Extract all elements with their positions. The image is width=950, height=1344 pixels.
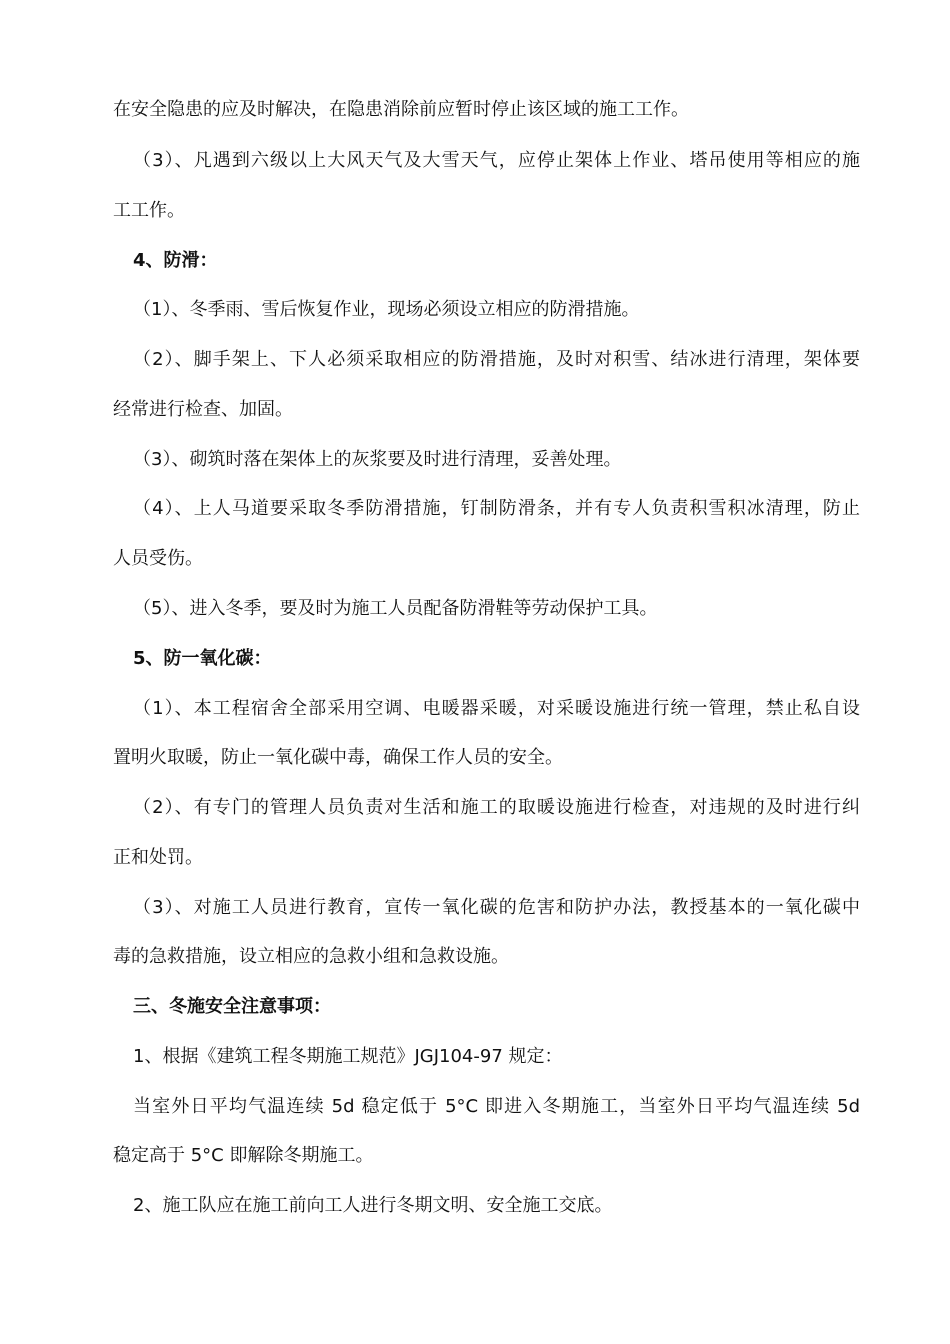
paragraph-line: （2）、有专门的管理人员负责对生活和施工的取暖设施进行检查，对违规的及时进行纠: [133, 797, 860, 818]
paragraph-line: 毒的急救措施，设立相应的急救小组和急救设施。: [113, 946, 509, 967]
paragraph-line: （2）、脚手架上、下人必须采取相应的防滑措施，及时对积雪、结冰进行清理，架体要: [133, 349, 860, 370]
paragraph-line: （1）、冬季雨、雪后恢复作业，现场必须设立相应的防滑措施。: [133, 299, 640, 320]
paragraph-line: 人员受伤。: [113, 548, 203, 569]
paragraph-line: （1）、本工程宿舍全部采用空调、电暖器采暖，对采暖设施进行统一管理，禁止私自设: [133, 698, 860, 719]
paragraph-line: （4）、上人马道要采取冬季防滑措施，钉制防滑条，并有专人负责积雪积冰清理，防止: [133, 498, 860, 519]
paragraph-line: 在安全隐患的应及时解决，在隐患消除前应暂时停止该区域的施工工作。: [113, 99, 689, 120]
paragraph-line: 当室外日平均气温连续 5d 稳定低于 5°C 即进入冬期施工，当室外日平均气温连续 5d: [133, 1096, 860, 1117]
paragraph-line: 2、施工队应在施工前向工人进行冬期文明、安全施工交底。: [133, 1195, 613, 1216]
section-heading: 三、冬施安全注意事项：: [133, 996, 331, 1017]
paragraph-line: 置明火取暖，防止一氧化碳中毒，确保工作人员的安全。: [113, 747, 563, 768]
paragraph-line: （3）、对施工人员进行教育，宣传一氧化碳的危害和防护办法，教授基本的一氧化碳中: [133, 897, 860, 918]
paragraph-line: （5）、进入冬季，要及时为施工人员配备防滑鞋等劳动保护工具。: [133, 598, 658, 619]
paragraph-line: 经常进行检查、加固。: [113, 399, 293, 420]
section-heading: 4、防滑：: [133, 250, 218, 271]
section-heading: 5、防一氧化碳：: [133, 648, 272, 669]
paragraph-line: 1、根据《建筑工程冬期施工规范》JGJ104-97 规定：: [133, 1046, 563, 1067]
paragraph-line: （3）、砌筑时落在架体上的灰浆要及时进行清理，妥善处理。: [133, 449, 622, 470]
paragraph-line: （3）、凡遇到六级以上大风天气及大雪天气，应停止架体上作业、塔吊使用等相应的施: [133, 150, 860, 171]
paragraph-line: 稳定高于 5°C 即解除冬期施工。: [113, 1145, 374, 1166]
paragraph-line: 工工作。: [113, 200, 185, 221]
paragraph-line: 正和处罚。: [113, 847, 203, 868]
